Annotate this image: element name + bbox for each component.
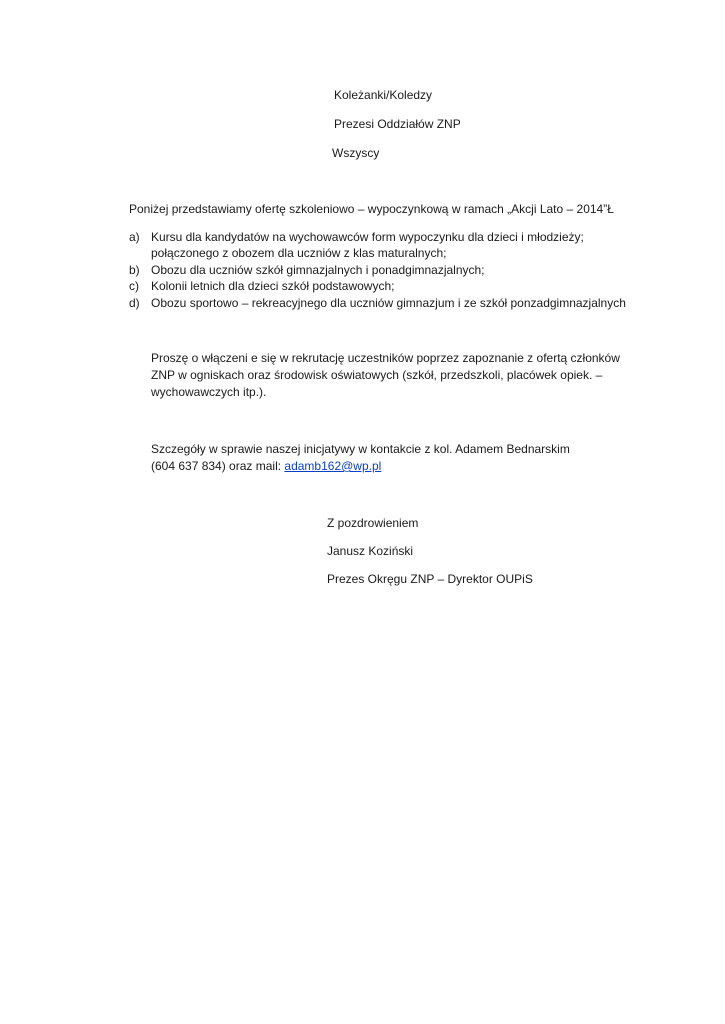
list-text-b: Obozu dla uczniów szkół gimnazjalnych i ponadgimnazjalnych; (151, 263, 485, 277)
recruitment-paragraph-line-2: ZNP w ogniskach oraz środowisk oświatowych (szkół, przedszkoli, placówek opiek. – (151, 368, 603, 382)
intro-text: Poniżej przedstawiamy ofertę szkoleniowo – wypoczynkową w ramach „Akcji Lato – 2014”Ł (129, 202, 614, 216)
signature-name: Janusz Koziński (327, 544, 414, 558)
recruitment-paragraph-line-3: wychowawczych itp.). (151, 385, 267, 399)
contact-paragraph-line-1: Szczegóły w sprawie naszej inicjatywy w kontakcie z kol. Adamem Bednarskim (151, 442, 570, 456)
contact-phone-text: (604 637 834) oraz mail: (151, 459, 285, 473)
list-marker-c: c) (129, 279, 139, 293)
list-item-b (129, 262, 485, 278)
list-text-a-line2: połączonego z obozem dla uczniów z klas maturalnych; (151, 246, 447, 260)
addressee-line-1: Koleżanki/Koledzy (334, 88, 433, 102)
list-text-a-line1: Kursu dla kandydatów na wychowawców form wypoczynku dla dzieci i młodzieży; (151, 230, 584, 244)
list-marker-b: b) (129, 263, 140, 277)
list-text-d: Obozu sportowo – rekreacyjnego dla uczniów gimnazjum i ze szkół ponzadgimnazjalnych (151, 296, 626, 310)
addressee-line-2: Prezesi Oddziałów ZNP (334, 117, 461, 131)
list-item-a (129, 229, 584, 245)
list-text-c: Kolonii letnich dla dzieci szkół podstawowych; (151, 279, 395, 293)
recruitment-paragraph-line-1: Proszę o włączeni e się w rekrutację uczestników poprzez zapoznanie z ofertą członków (151, 351, 620, 365)
list-marker-a: a) (129, 230, 140, 244)
list-item-d (129, 295, 626, 311)
list-item-c (129, 278, 394, 294)
signature-greeting: Z pozdrowieniem (327, 516, 419, 530)
addressee-line-3: Wszyscy (332, 146, 380, 160)
signature-title: Prezes Okręgu ZNP – Dyrektor OUPiS (327, 572, 533, 586)
contact-paragraph-line-2 (151, 458, 381, 474)
email-link[interactable]: adamb162@wp.pl (284, 459, 382, 473)
list-marker-d: d) (129, 296, 140, 310)
